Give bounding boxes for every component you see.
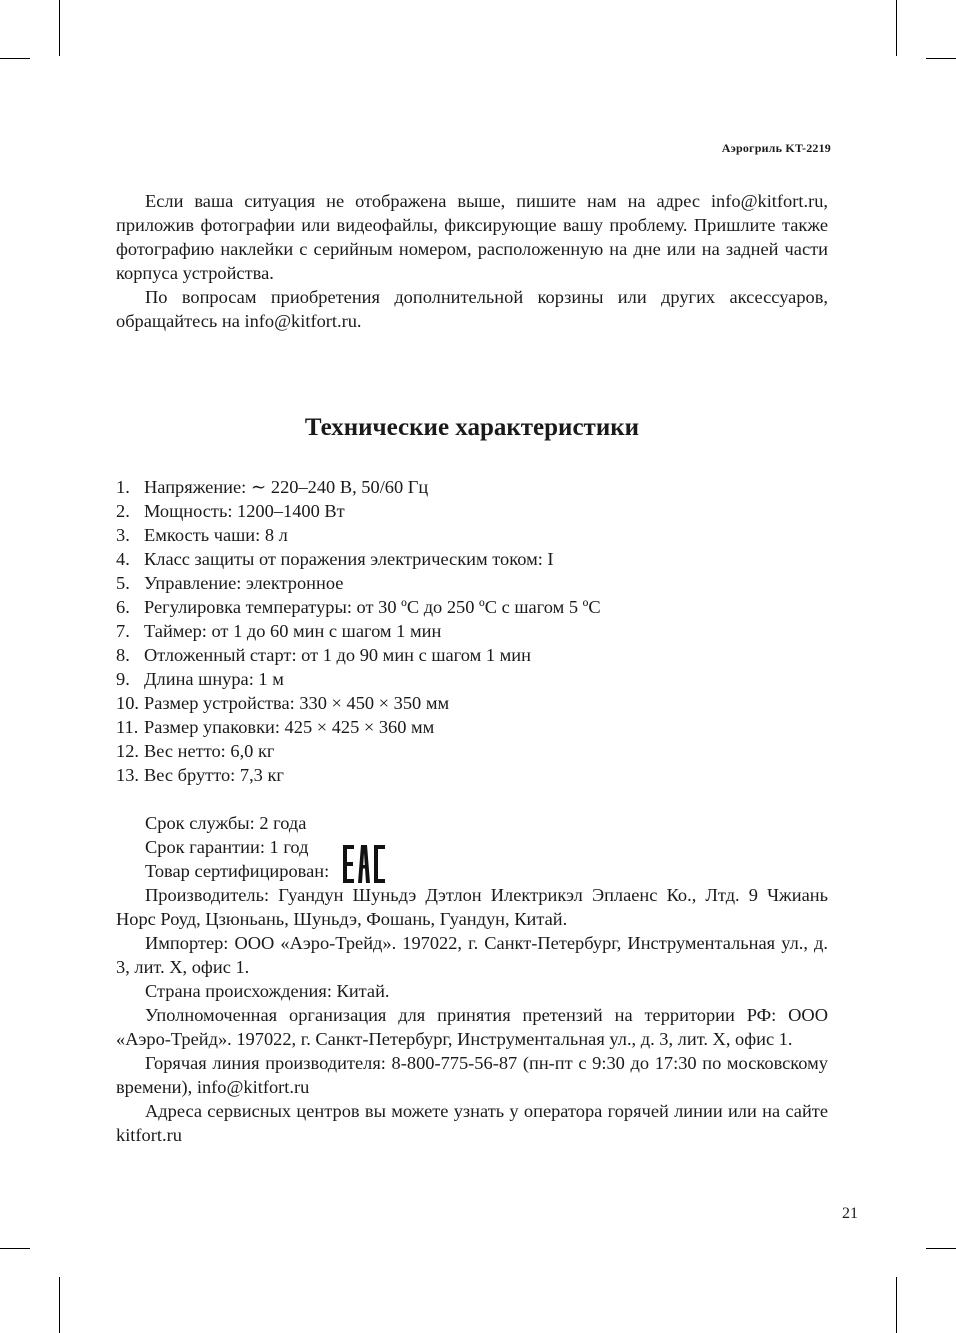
crop-mark <box>0 1248 30 1249</box>
certified-label: Товар сертифицирован: <box>145 861 330 881</box>
crop-mark <box>0 58 30 59</box>
spec-item: 10. Размер устройства: 330 × 450 × 350 мм <box>116 693 450 713</box>
crop-mark <box>896 1277 897 1333</box>
spec-item: 9. Длина шнура: 1 м <box>116 669 284 689</box>
importer: Импортер: ООО «Аэро-Трейд». 197022, г. Санкт-Петербург, Инструментальная ул., д. 3, лит. Х, офис 1. <box>116 933 828 977</box>
spec-item: 3. Емкость чаши: 8 л <box>116 525 288 545</box>
specs-list <box>116 475 828 787</box>
spec-item: 4. Класс защиты от поражения электрическим током: I <box>116 549 554 569</box>
intro-paragraph: Если ваша ситуация не отображена выше, пишите нам на адрес info@kitfort.ru, приложив фотографии или видеофайлы, фиксирующие вашу проблему. Пришлите также фотографию наклейки с серийным номером, расположенную на дне или на задней части корпуса устройства. <box>116 191 828 283</box>
running-header: Аэрогриль KT-2219 <box>721 141 831 155</box>
spec-item: 13. Вес брутто: 7,3 кг <box>116 765 284 785</box>
warranty: Срок гарантии: 1 год <box>145 837 309 857</box>
crop-mark <box>926 58 956 59</box>
spec-item: 11. Размер упаковки: 425 × 425 × 360 мм <box>116 717 435 737</box>
eac-mark-icon <box>343 845 385 883</box>
page-body <box>116 189 828 1147</box>
spec-item: 8. Отложенный старт: от 1 до 90 мин с шагом 1 мин <box>116 645 531 665</box>
hotline: Горячая линия производителя: 8-800-775-56-87 (пн-пт с 9:30 до 17:30 по московскому времени), info@kitfort.ru <box>116 1053 828 1097</box>
service-life: Срок службы: 2 года <box>145 813 307 833</box>
crop-mark <box>926 1248 956 1249</box>
spec-item: 7. Таймер: от 1 до 60 мин с шагом 1 мин <box>116 621 442 641</box>
crop-mark <box>59 1277 60 1333</box>
origin: Страна происхождения: Китай. <box>145 981 390 1001</box>
section-heading: Технические характеристики <box>304 414 640 441</box>
certification-row <box>116 835 828 883</box>
spec-item: 5. Управление: электронное <box>116 573 344 593</box>
spec-item: 2. Мощность: 1200–1400 Вт <box>116 501 345 521</box>
spec-item: 12. Вес нетто: 6,0 кг <box>116 741 275 761</box>
manufacturer: Производитель: Гуандун Шуньдэ Дэтлон Илектрикэл Эплаенс Ко., Лтд. 9 Чжиань Норс Роуд, Цзюньань, Шуньдэ, Фошань, Гуандун, Китай. <box>116 885 828 929</box>
spec-item: 1. Напряжение: ∼ 220–240 В, 50/60 Гц <box>116 477 429 497</box>
crop-mark <box>59 0 60 56</box>
service-centers: Адреса сервисных центров вы можете узнать у оператора горячей линии или на сайте kitfort.ru <box>116 1101 828 1145</box>
crop-mark <box>896 0 897 56</box>
intro-paragraph: По вопросам приобретения дополнительной корзины или других аксессуаров, обращайтесь на info@kitfort.ru. <box>116 287 828 331</box>
authorized-organization: Уполномоченная организация для принятия претензий на территории РФ: ООО «Аэро-Трейд». 197022, г. Санкт-Петербург, Инструментальная ул., д. 3, лит. Х, офис 1. <box>116 1005 828 1049</box>
spec-item: 6. Регулировка температуры: от 30 ºС до 250 ºС с шагом 5 ºС <box>116 597 601 617</box>
page-number: 21 <box>842 1205 858 1222</box>
